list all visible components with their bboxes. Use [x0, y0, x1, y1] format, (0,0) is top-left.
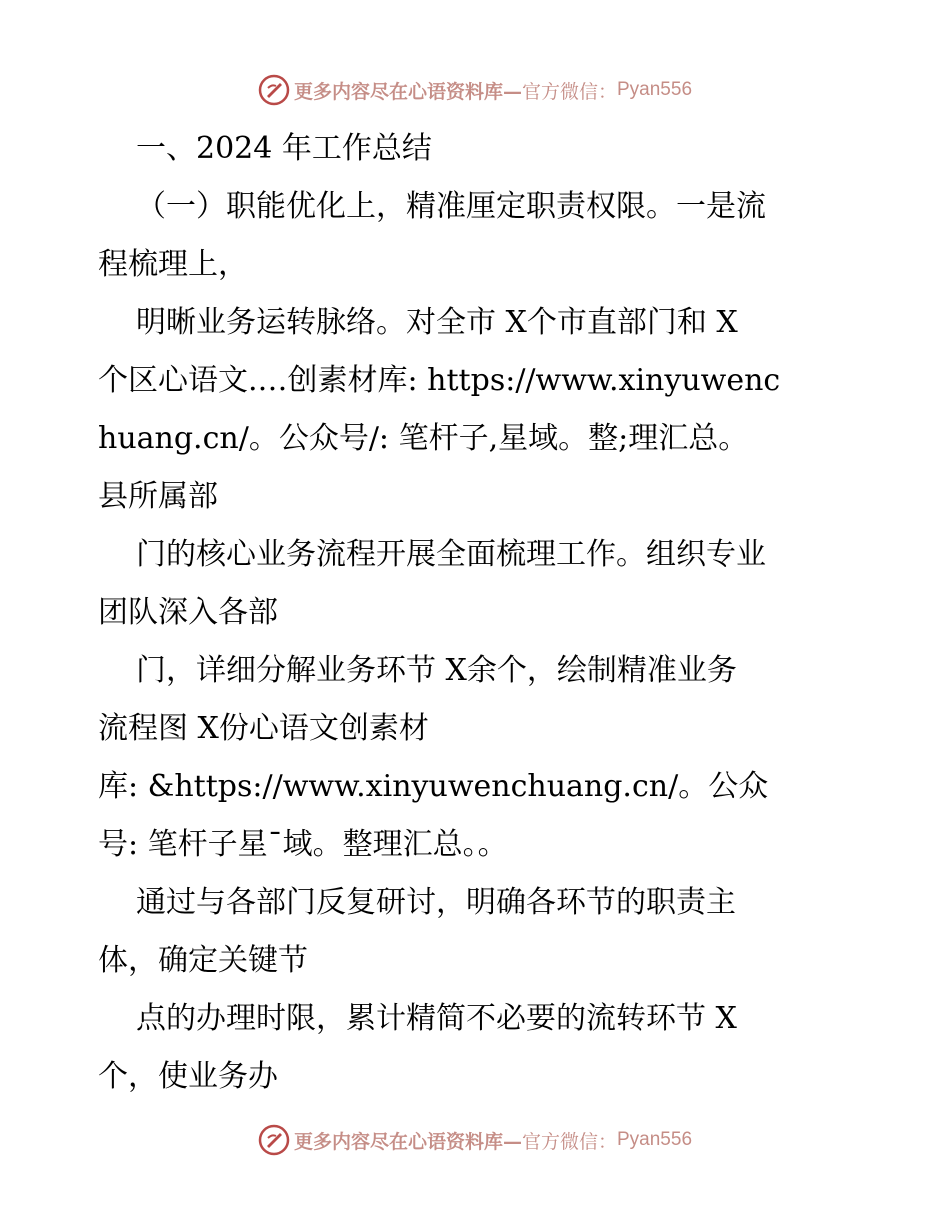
body-line: 团队深入各部: [98, 595, 278, 630]
header-banner: [0, 70, 950, 110]
body-line: 门的核心业务流程开展全面梳理工作。组织专业: [136, 537, 766, 572]
body-line: 个区心语文.…创素材库: https://www.xinyuwenc: [98, 363, 781, 398]
document-body: [98, 120, 858, 1106]
footer-banner: [0, 1120, 950, 1160]
body-line: 体，确定关键节: [98, 943, 308, 978]
body-line: 县所属部: [98, 479, 218, 514]
body-line: 程梳理上，: [98, 247, 248, 282]
banner-tagline: 更多内容尽在心语资料库—: [293, 80, 522, 103]
body-line: 门，详细分解业务环节 X余个，绘制精准业务: [136, 653, 737, 688]
body-line: 通过与各部门反复研讨，明确各环节的职责主: [136, 885, 736, 920]
body-line: 号: 笔杆子星¯域。整理汇总。。: [98, 827, 508, 862]
banner-wechat-label: 官方微信：: [521, 80, 617, 103]
body-line: 点的办理时限，累计精简不必要的流转环节 X: [136, 1001, 737, 1036]
banner-wechat-id: Pyan556: [617, 1129, 693, 1150]
body-line: huang.cn/。公众号/: 笔杆子,星域。整;理汇总。: [98, 421, 749, 456]
quill-logo-icon: [258, 74, 290, 106]
section-heading: 一、2024 年工作总结: [136, 131, 432, 166]
quill-logo-icon: [258, 1124, 290, 1156]
banner-wechat-label: 官方微信：: [521, 1130, 617, 1153]
banner-tagline: 更多内容尽在心语资料库—: [293, 1130, 522, 1153]
body-line: 库: &https://www.xinyuwenchuang.cn/。公众: [98, 769, 769, 804]
body-line: 流程图 X份心语文创素材: [98, 711, 429, 746]
body-line: 明晰业务运转脉络。对全市 X个市直部门和 X: [136, 305, 738, 340]
body-line: （一）职能优化上，精准厘定职责权限。一是流: [136, 189, 766, 224]
body-line: 个，使业务办: [98, 1059, 278, 1094]
banner-wechat-id: Pyan556: [617, 79, 693, 100]
